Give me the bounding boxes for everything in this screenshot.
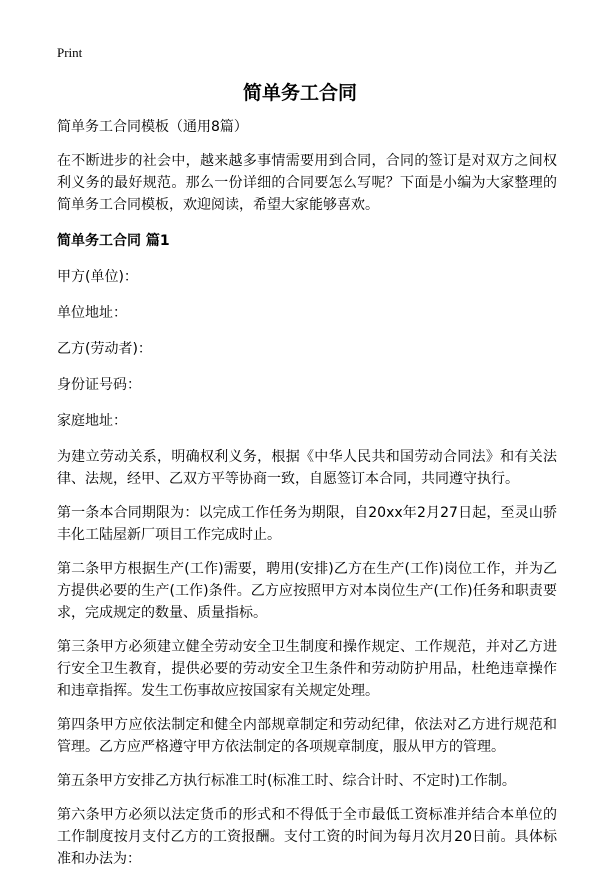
document-body: [57, 116, 557, 882]
section-heading: 简单务工合同 篇1: [57, 233, 170, 249]
clause-6: 第六条甲方必须以法定货币的形式和不得低于全市最低工资标准并结合本单位的工作制度按月支付乙方的工资报酬。支付工资的时间为每月次月20日前。具体标准和办法为：: [57, 807, 557, 867]
print-link[interactable]: Print: [57, 45, 83, 60]
clause-5: 第五条甲方安排乙方执行标准工时(标准工时、综合计时、不定时)工作制。: [57, 773, 516, 789]
field-company-address: 单位地址：: [57, 305, 127, 321]
document-subtitle: 简单务工合同模板（通用8篇）: [57, 119, 248, 135]
contract-preamble: 为建立劳动关系，明确权利义务，根据《中华人民共和国劳动合同法》和有关法律、法规，经甲、乙双方平等协商一致，自愿签订本合同，共同遵守执行。: [57, 449, 557, 487]
clause-3: 第三条甲方必须建立健全劳动安全卫生制度和操作规定、工作规范，并对乙方进行安全卫生教育，提供必要的劳动安全卫生条件和劳动防护用品，杜绝违章操作和违章指挥。发生工伤事故应按国家有关规定处理。: [57, 639, 557, 699]
page-title: 简单务工合同: [242, 82, 357, 104]
clause-1: 第一条本合同期限为：以完成工作任务为期限，自20xx年2月27日起，至灵山骄丰化工陆屋新厂项目工作完成时止。: [57, 505, 557, 543]
field-id-number: 身份证号码：: [57, 377, 141, 393]
field-party-a: 甲方(单位)：: [57, 269, 138, 285]
intro-paragraph: 在不断进步的社会中，越来越多事情需要用到合同，合同的签订是对双方之间权利义务的最好规范。那么一份详细的合同要怎么写呢？下面是小编为大家整理的简单务工合同模板，欢迎阅读，希望大家能够喜欢。: [57, 153, 557, 213]
clause-4: 第四条甲方应依法制定和健全内部规章制定和劳动纪律，依法对乙方进行规范和管理。乙方应严格遵守甲方依法制定的各项规章制度，服从甲方的管理。: [57, 717, 557, 755]
field-home-address: 家庭地址：: [57, 413, 127, 429]
field-party-b: 乙方(劳动者)：: [57, 341, 152, 357]
clause-2: 第二条甲方根据生产(工作)需要，聘用(安排)乙方在生产(工作)岗位工作，并为乙方提供必要的生产(工作)条件。乙方应按照甲方对本岗位生产(工作)任务和职责要求，完成规定的数量、质量指标。: [57, 561, 557, 621]
